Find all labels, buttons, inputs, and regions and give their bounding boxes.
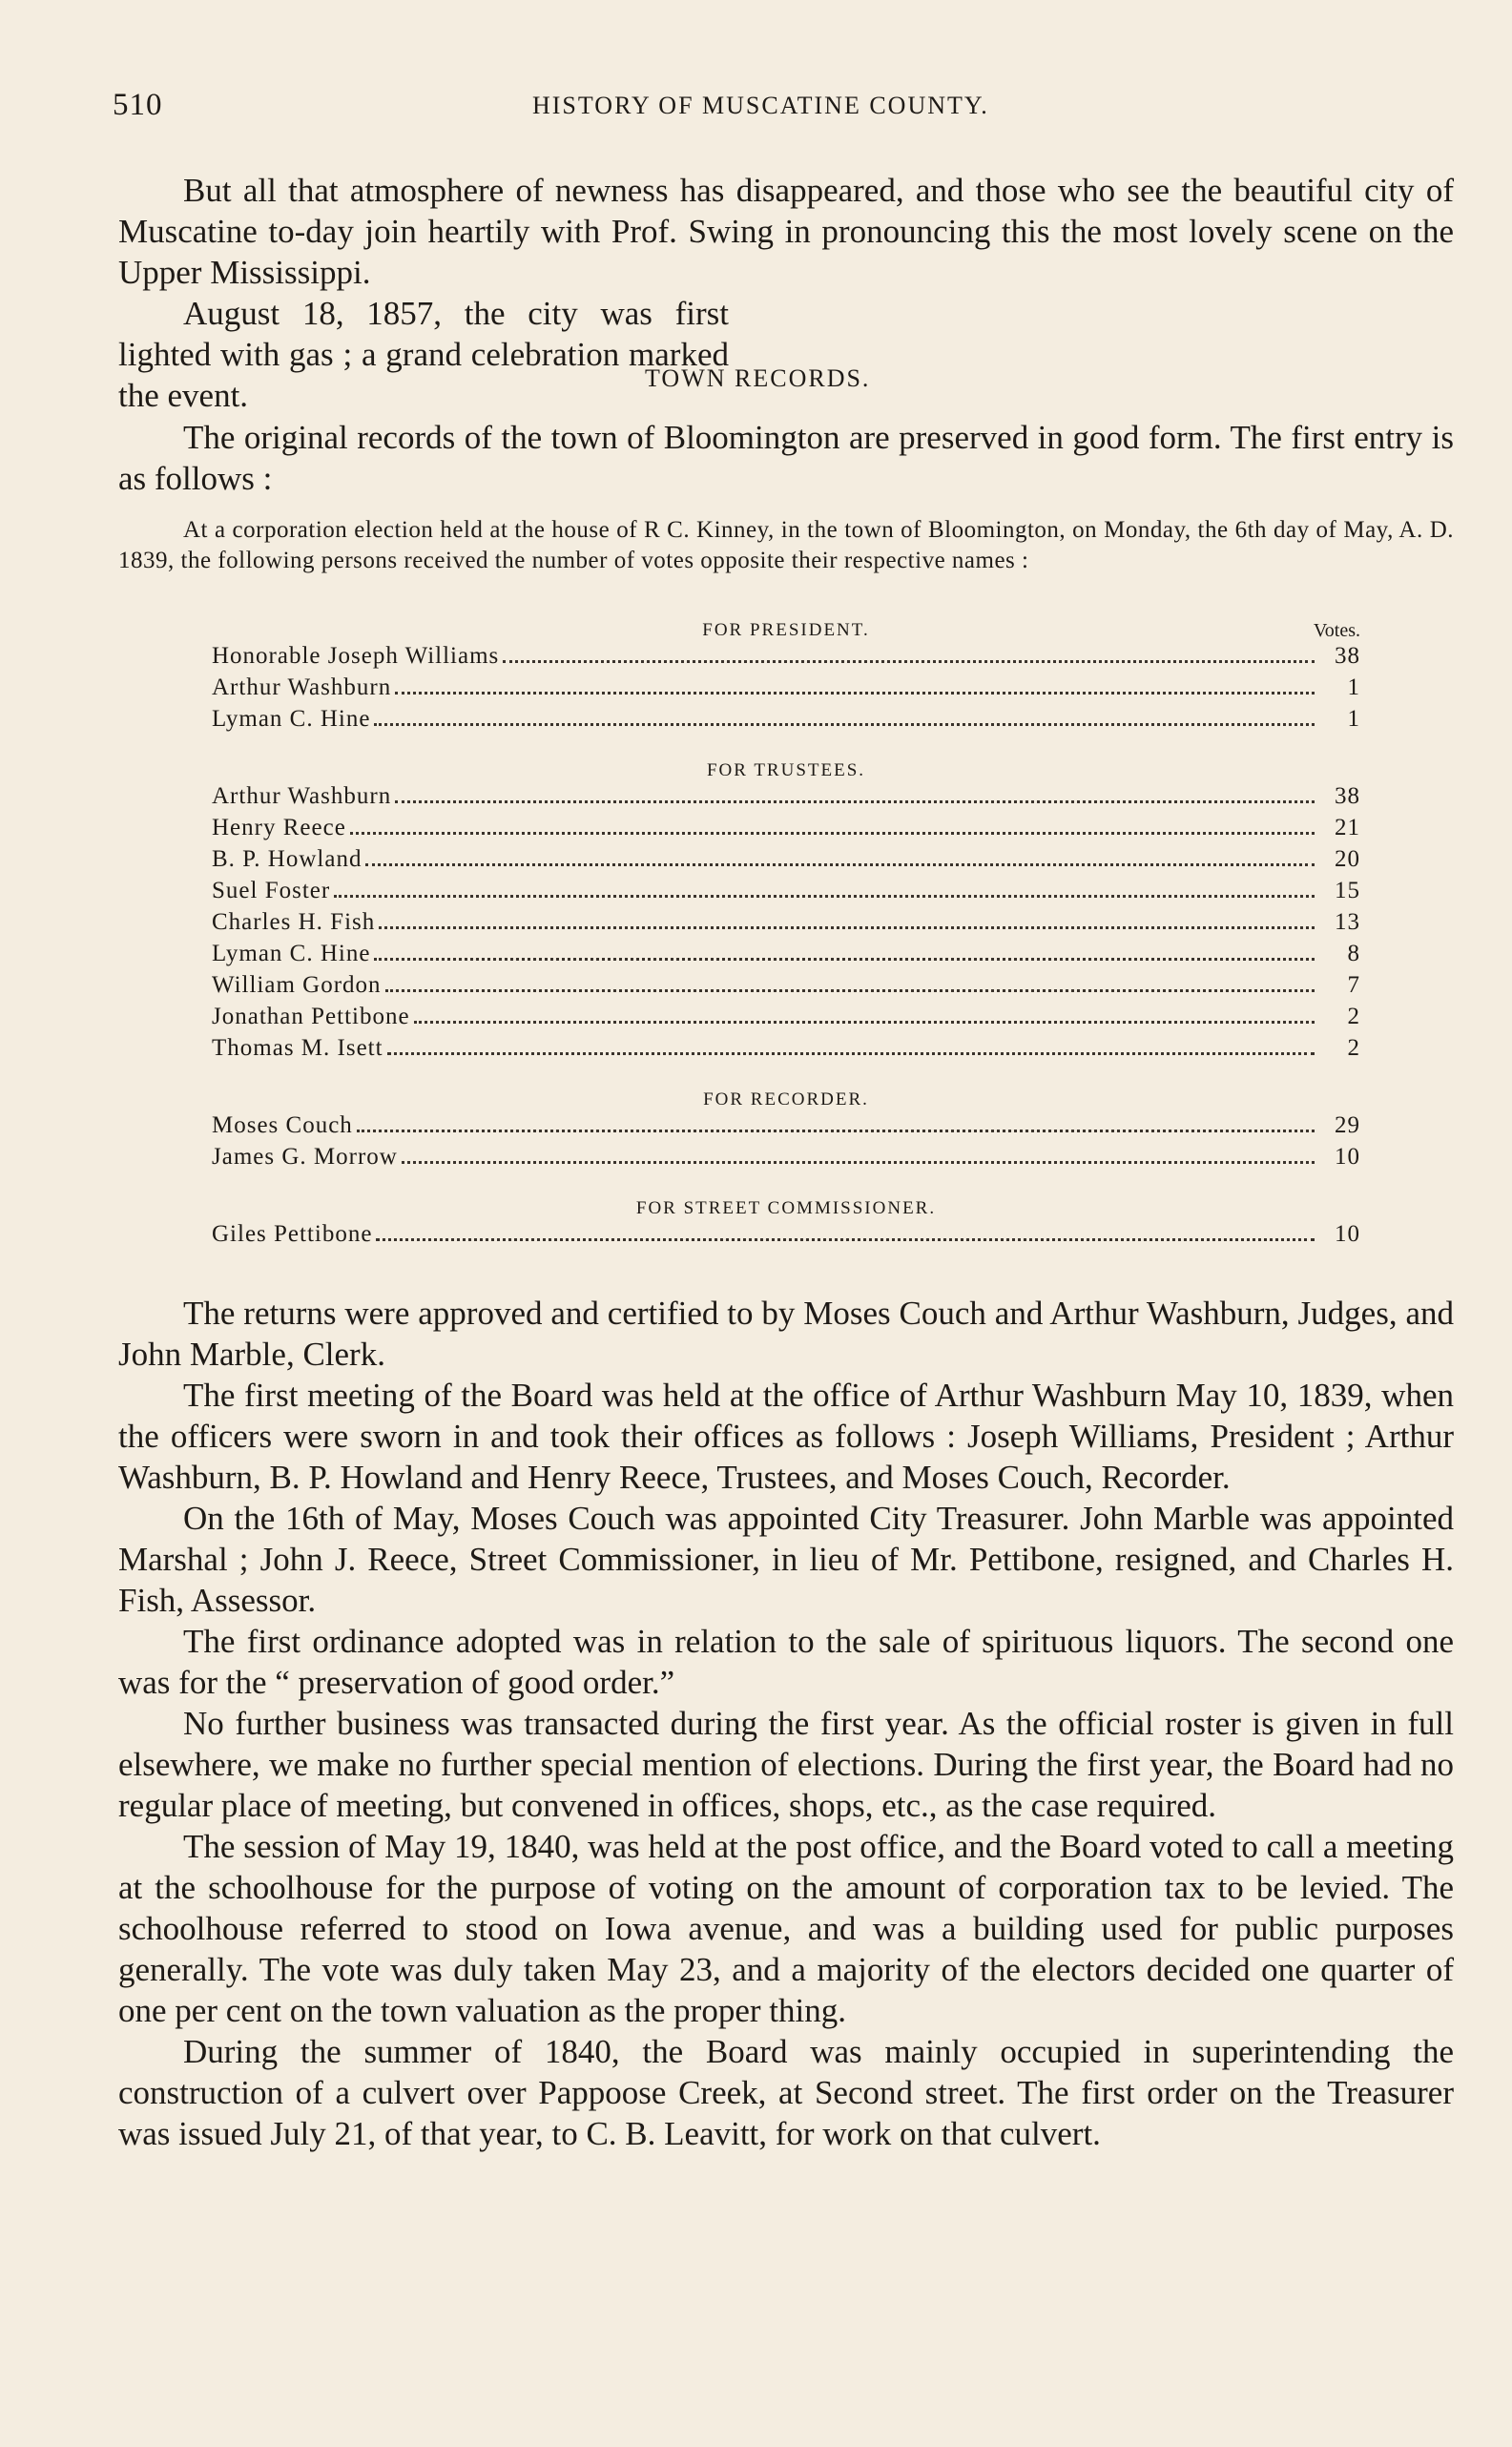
- closing-text: [118, 1293, 1454, 2154]
- dot-leader: [395, 692, 1315, 695]
- paragraph: August 18, 1857, the city was first lighted with gas ; a grand celebration marked the event.: [118, 295, 729, 414]
- candidate-name: Charles H. Fish: [212, 909, 376, 935]
- vote-count: 13: [1335, 909, 1360, 935]
- candidate-name: B. P. Howland: [212, 846, 362, 872]
- section-heading: TOWN RECORDS.: [645, 364, 871, 392]
- candidate-name: William Gordon: [212, 972, 382, 998]
- table-row: [212, 1035, 1360, 1067]
- candidate-name: Jonathan Pettibone: [212, 1004, 410, 1029]
- table-row: [212, 706, 1360, 737]
- table-row: [212, 878, 1360, 909]
- dot-leader: [350, 832, 1315, 835]
- vote-count: 8: [1347, 941, 1360, 966]
- vote-count: 15: [1335, 878, 1360, 903]
- paragraph: The first ordinance adopted was in relation to the sale of spirituous liquors. The second one was for the “ preservation of good order.”: [118, 1623, 1454, 1701]
- vote-count: 2: [1347, 1004, 1360, 1029]
- vote-count: 29: [1335, 1112, 1360, 1138]
- table-row: [212, 909, 1360, 941]
- group-title: FOR RECORDER.: [703, 1089, 869, 1109]
- vote-count: 1: [1347, 674, 1360, 700]
- table-row: [212, 674, 1360, 706]
- paragraph: No further business was transacted during the first year. As the official roster is given in full elsewhere, we make no further special mention of elections. During the first year, the Board had no regular place of meeting, but convened in offices, shops, etc., as the case required.: [118, 1705, 1454, 1824]
- candidate-name: Giles Pettibone: [212, 1221, 373, 1247]
- table-group-title: [212, 616, 1360, 643]
- vote-count: 7: [1347, 972, 1360, 998]
- table-row: [212, 1221, 1360, 1253]
- candidate-name: Arthur Washburn: [212, 783, 392, 809]
- dot-leader: [374, 958, 1315, 961]
- group-title: FOR STREET COMMISSIONER.: [635, 1198, 937, 1218]
- candidate-name: Lyman C. Hine: [212, 941, 371, 966]
- table-row: [212, 846, 1360, 878]
- vote-count: 1: [1347, 706, 1360, 732]
- page-number: 510: [113, 88, 163, 122]
- election-quote: [118, 515, 1454, 576]
- dot-leader: [385, 989, 1315, 992]
- dot-leader: [379, 926, 1315, 929]
- dot-leader: [402, 1161, 1315, 1164]
- vote-count: 20: [1335, 846, 1360, 872]
- vote-count: 10: [1335, 1221, 1360, 1247]
- quote-text: At a corporation election held at the house of R C. Kinney, in the town of Bloomington, on Monday, the 6th day of May, A. D. 1839, the following persons received the number of votes opposite their respective names :: [118, 517, 1454, 573]
- table-group-title: [212, 757, 1360, 783]
- group-title: FOR PRESIDENT.: [702, 620, 870, 640]
- dot-leader: [395, 800, 1315, 803]
- table-row: [212, 1004, 1360, 1035]
- candidate-name: Suel Foster: [212, 878, 331, 903]
- dot-leader: [334, 895, 1315, 898]
- candidate-name: James G. Morrow: [212, 1144, 398, 1170]
- dot-leader: [357, 1130, 1315, 1132]
- vote-count: 10: [1335, 1144, 1360, 1170]
- votes-column-header: Votes.: [1313, 620, 1360, 641]
- vote-count: 21: [1335, 815, 1360, 840]
- table-row: [212, 643, 1360, 674]
- dot-leader: [414, 1021, 1315, 1024]
- election-results-table: [212, 616, 1360, 1253]
- table-row: [212, 1144, 1360, 1175]
- vote-count: 38: [1335, 643, 1360, 669]
- candidate-name: Honorable Joseph Williams: [212, 643, 500, 669]
- paragraph: The returns were approved and certified to by Moses Couch and Arthur Washburn, Judges, and John Marble, Clerk.: [118, 1295, 1454, 1373]
- paragraph: The original records of the town of Bloomington are preserved in good form. The first entry is as follows :: [118, 419, 1454, 497]
- dot-leader: [387, 1052, 1315, 1055]
- paragraph: On the 16th of May, Moses Couch was appointed City Treasurer. John Marble was appointed Marshal ; John J. Reece, Street Commissioner, in lieu of Mr. Pettibone, resigned, and Charles H. Fish, Assessor.: [118, 1500, 1454, 1619]
- dot-leader: [365, 863, 1315, 866]
- table-row: [212, 941, 1360, 972]
- table-row: [212, 783, 1360, 815]
- dot-leader: [374, 723, 1315, 726]
- dot-leader: [376, 1238, 1315, 1241]
- candidate-name: Lyman C. Hine: [212, 706, 371, 732]
- group-title: FOR TRUSTEES.: [706, 760, 866, 780]
- vote-count: 38: [1335, 783, 1360, 809]
- running-head: HISTORY OF MUSCATINE COUNTY.: [532, 92, 989, 119]
- dot-leader: [503, 660, 1315, 663]
- vote-count: 2: [1347, 1035, 1360, 1061]
- paragraph: The session of May 19, 1840, was held at the post office, and the Board voted to call a meeting at the schoolhouse for the purpose of voting on the amount of corporation tax to be levied. The schoolhouse referred to stood on Iowa avenue, and was a building used for public purposes generally. The vote was duly taken May 23, and a majority of the electors decided one quarter of one per cent on the town valuation as the proper thing.: [118, 1828, 1454, 2029]
- candidate-name: Moses Couch: [212, 1112, 353, 1138]
- paragraph: The first meeting of the Board was held at the office of Arthur Washburn May 10, 1839, when the officers were sworn in and took their offices as follows : Joseph Williams, President ; Arthur Washburn, B. P. Howland and Henry Reece, Trustees, and Moses Couch, Recorder.: [118, 1377, 1454, 1496]
- candidate-name: Thomas M. Isett: [212, 1035, 383, 1061]
- paragraph: But all that atmosphere of newness has disappeared, and those who see the beautiful city of Muscatine to-day join heartily with Prof. Swing in pronouncing this the most lovely scene on the Upper Mississippi.: [118, 172, 1454, 291]
- table-row: [212, 815, 1360, 846]
- table-group-title: [212, 1194, 1360, 1221]
- candidate-name: Arthur Washburn: [212, 674, 392, 700]
- paragraph: During the summer of 1840, the Board was mainly occupied in superintending the construction of a culvert over Pappoose Creek, at Second street. The first order on the Treasurer was issued July 21, of that year, to C. B. Leavitt, for work on that culvert.: [118, 2033, 1454, 2152]
- table-row: [212, 972, 1360, 1004]
- candidate-name: Henry Reece: [212, 815, 346, 840]
- records-intro: [118, 417, 1454, 499]
- table-row: [212, 1112, 1360, 1144]
- table-group-title: [212, 1086, 1360, 1112]
